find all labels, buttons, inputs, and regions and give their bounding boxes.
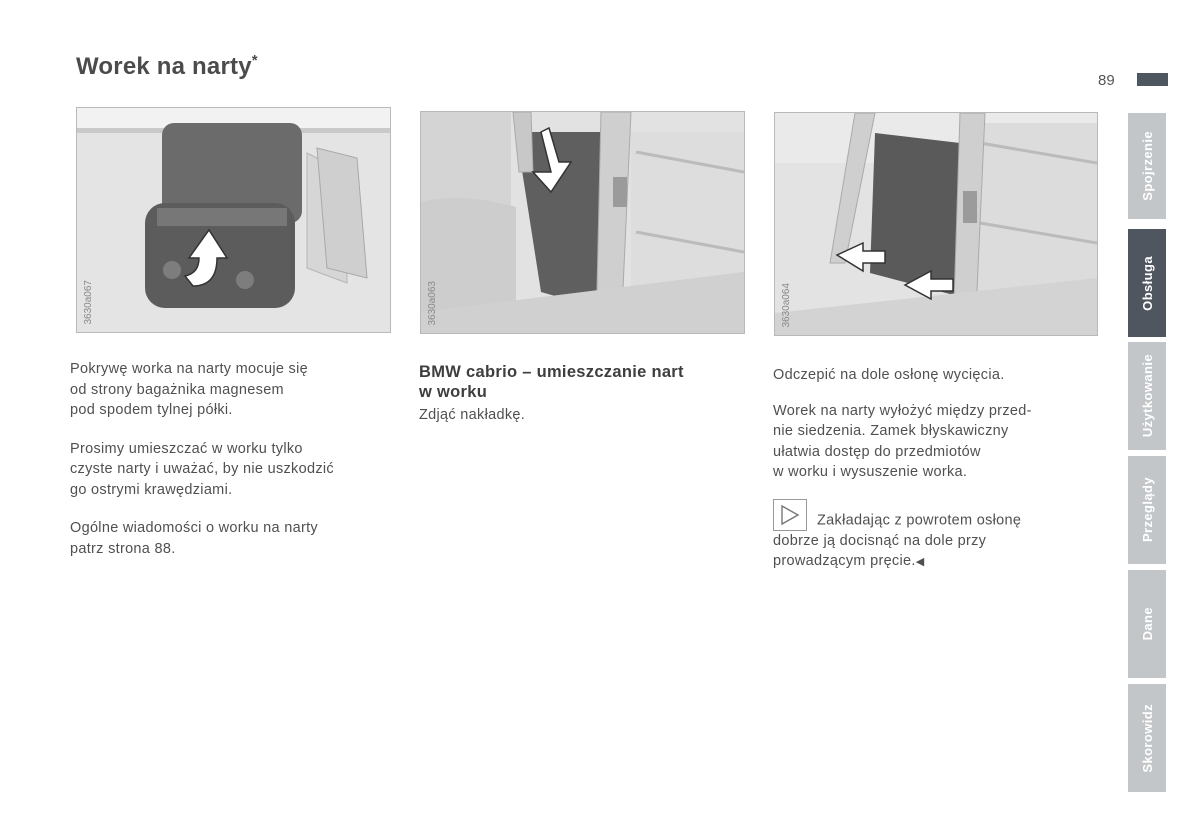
page-number: 89 [1098, 72, 1115, 89]
left-column [70, 359, 405, 571]
paragraph: Ogólne wiadomości o worku na narty patrz strona 88. [70, 520, 318, 557]
page-marker [1137, 73, 1168, 86]
end-mark: ◀ [915, 556, 925, 568]
figure-code: 3630a064 [781, 282, 792, 327]
middle-column [419, 362, 749, 438]
tab-uzytkowanie[interactable] [1128, 342, 1166, 450]
paragraph: Pokrywę worka na narty mocuje się od strony bagażnika magnesem pod spodem tylnej półki. [70, 361, 308, 418]
tab-dane[interactable] [1128, 570, 1166, 678]
tab-obsluga[interactable] [1128, 229, 1166, 337]
paragraph: Worek na narty wyłożyć między przed- nie siedzenia. Zamek błyskawiczny ułatwia dostęp do przedmiotów w worku i wysuszenie worka. [773, 402, 1032, 480]
tab-label: Spojrzenie [1139, 131, 1155, 201]
paragraph: Odczepić na dole osłonę wycięcia. [773, 367, 1005, 383]
note [773, 499, 1118, 573]
figure-remove-cap [420, 111, 745, 334]
tab-label: Przeglądy [1139, 477, 1155, 543]
tab-label: Użytkowanie [1139, 354, 1155, 438]
figure-unhook-cover [774, 112, 1098, 336]
play-triangle-icon [773, 499, 807, 531]
tab-skorowidz[interactable] [1128, 684, 1166, 792]
tab-przeglady[interactable] [1128, 456, 1166, 564]
remove-cap-illustration [421, 112, 744, 333]
figure-code: 3630a063 [427, 280, 438, 325]
figure-ski-bag-cover [76, 107, 391, 333]
tab-label: Skorowidz [1139, 703, 1155, 773]
section-heading: BMW cabrio – umieszczanie nart w worku [419, 363, 684, 401]
tab-label: Dane [1139, 607, 1155, 641]
note-text: Zakładając z powrotem osłonę dobrze ją docisnąć na dole przy prowadzącym pręcie. [773, 512, 1022, 569]
unhook-cover-illustration [775, 113, 1097, 335]
ski-bag-cover-illustration [77, 108, 390, 332]
title-text: Worek na narty [76, 53, 252, 80]
page-title [76, 52, 258, 81]
paragraph: Prosimy umieszczać w worku tylko czyste narty i uważać, by nie uszkodzić go ostrymi krawędziami. [70, 440, 334, 498]
figure-code: 3630a067 [83, 279, 94, 324]
right-column [773, 365, 1118, 573]
tab-label: Obsługa [1139, 255, 1155, 311]
tab-spojrzenie[interactable] [1128, 113, 1166, 219]
title-asterisk: * [251, 52, 258, 69]
paragraph: Zdjąć nakładkę. [419, 407, 526, 423]
